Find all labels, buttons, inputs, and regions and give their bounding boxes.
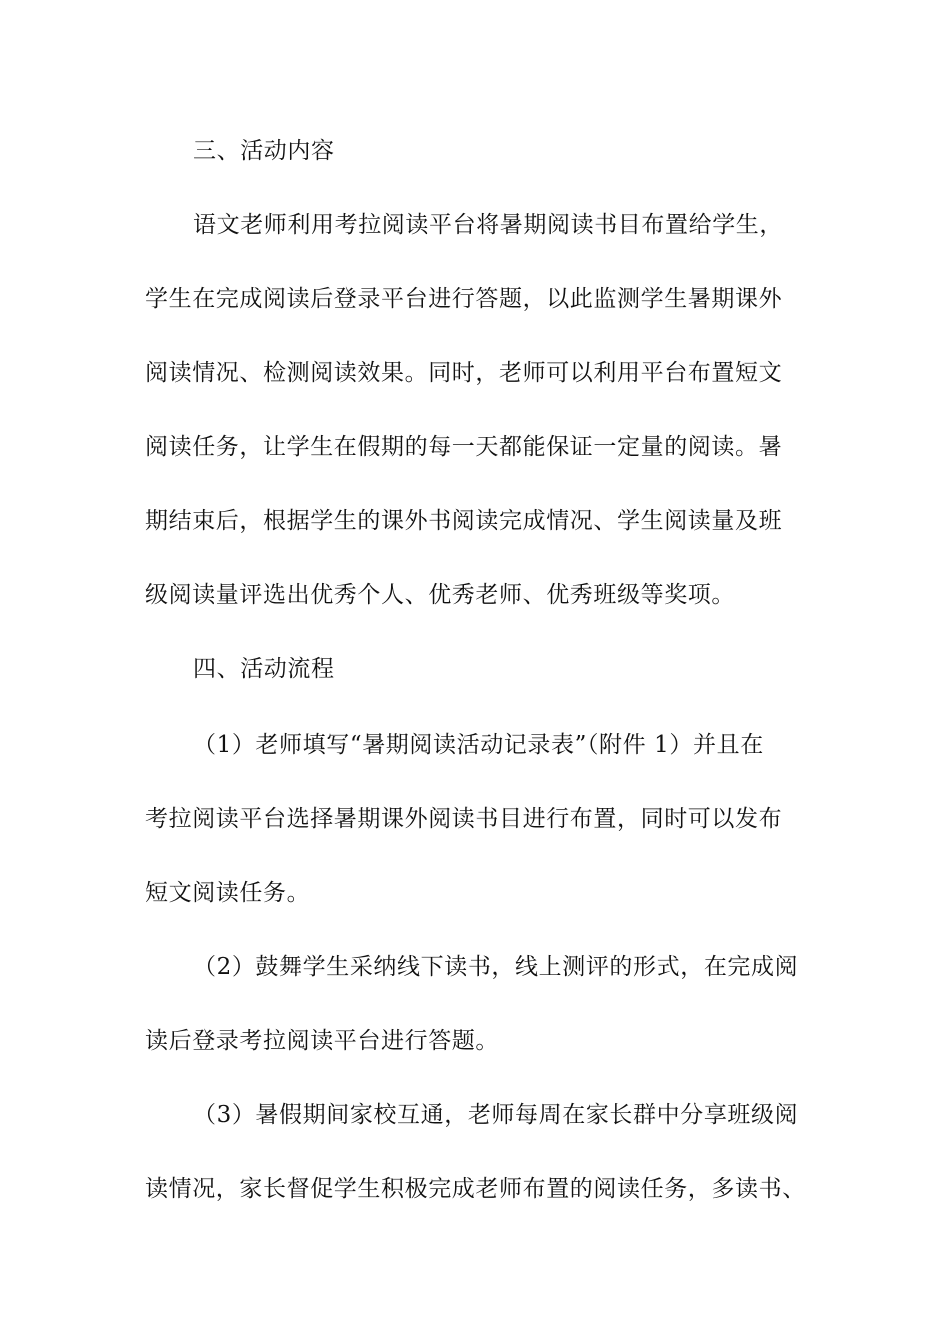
paragraph-line: 级阅读量评选出优秀个人、优秀老师、优秀班级等奖项。 — [145, 582, 735, 608]
paragraph-line: 考拉阅读平台选择暑期课外阅读书目进行布置，同时可以发布 — [145, 806, 783, 832]
paragraph-line: 学生在完成阅读后登录平台进行答题，以此监测学生暑期课外 — [145, 286, 783, 312]
paragraph-line: 短文阅读任务。 — [145, 880, 311, 906]
paragraph-line: 阅读情况、检测阅读效果。同时，老师可以利用平台布置短文 — [145, 360, 783, 386]
paragraph-line: （2）鼓舞学生采纳线下读书，线上测评的形式，在完成阅 — [193, 954, 799, 980]
paragraph-line: （3）暑假期间家校互通，老师每周在家长群中分享班级阅 — [193, 1102, 799, 1128]
paragraph-line: 读后登录考拉阅读平台进行答题。 — [145, 1028, 499, 1054]
section-heading-activity-content: 三、活动内容 — [193, 138, 335, 164]
paragraph-line: 期结束后，根据学生的课外书阅读完成情况、学生阅读量及班 — [145, 508, 783, 534]
paragraph-line: 读情况，家长督促学生积极完成老师布置的阅读任务，多读书、 — [145, 1176, 806, 1202]
section-heading-activity-process: 四、活动流程 — [193, 656, 335, 682]
paragraph-line: 阅读任务，让学生在假期的每一天都能保证一定量的阅读。暑 — [145, 434, 783, 460]
paragraph-line: （1）老师填写“暑期阅读活动记录表”（附件 1）并且在 — [193, 732, 764, 758]
paragraph-line: 语文老师利用考拉阅读平台将暑期阅读书目布置给学生， — [193, 212, 783, 238]
